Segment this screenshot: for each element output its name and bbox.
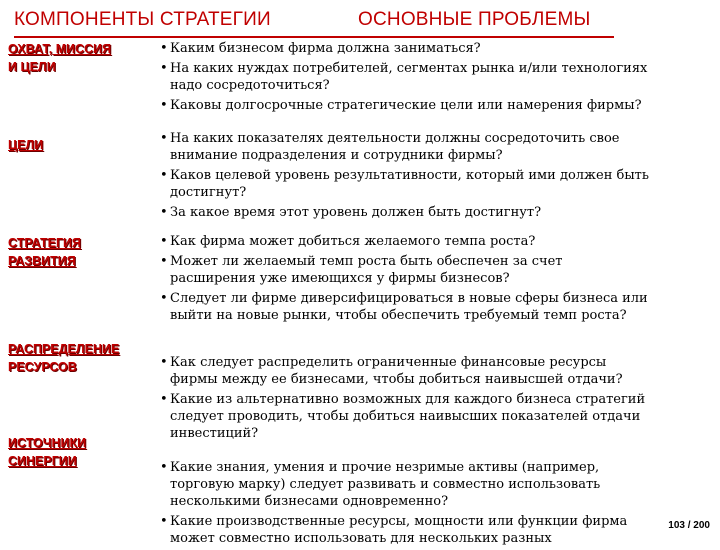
component-label: ЦЕЛИ <box>8 138 44 152</box>
question-item: • Следует ли фирме диверсифицироваться в новые сферы бизнеса или выйти на новые рынки, чтобы обеспечить требуемый темп роста? <box>160 290 650 324</box>
header-underline <box>14 36 614 38</box>
question-item: • Каковы долгосрочные стратегические цели или намерения фирмы? <box>160 97 650 114</box>
question-item: • Как фирма может добиться желаемого темпа роста? <box>160 233 650 250</box>
component-label: РАЗВИТИЯ <box>8 254 76 268</box>
page-number: 103 / 200 <box>668 520 710 531</box>
questions-synergy-sources <box>160 459 650 550</box>
component-growth-strategy <box>8 234 81 270</box>
question-item: • Как следует распределить ограниченные финансовые ресурсы фирмы между ее бизнесами, чтобы добиться наивысшей отдачи? <box>160 354 650 388</box>
component-label: СИНЕРГИИ <box>8 454 77 468</box>
component-resource-allocation <box>8 340 119 376</box>
question-item: • Каким бизнесом фирма должна заниматься? <box>160 40 650 57</box>
questions-scope-mission <box>160 40 650 117</box>
question-item: • На каких показателях деятельности должны сосредоточить свое внимание подразделения и сотрудники фирмы? <box>160 130 650 164</box>
questions-resource-allocation <box>160 354 650 445</box>
question-item: • Какие производственные ресурсы, мощности или функции фирма может совместно использовать для нескольких разных <box>160 513 650 547</box>
header-left-title: КОМПОНЕНТЫ СТРАТЕГИИ <box>14 9 271 30</box>
component-scope-mission <box>8 40 111 76</box>
component-label: ИСТОЧНИКИ <box>8 436 87 450</box>
question-item: • Каков целевой уровень результативности, который ими должен быть достигнут? <box>160 167 650 201</box>
component-label: ОХВАТ, МИССИЯ <box>8 42 112 56</box>
slide-header <box>0 6 720 32</box>
component-label: РЕСУРСОВ <box>8 360 77 374</box>
question-item: • За какое время этот уровень должен быть достигнут? <box>160 204 650 221</box>
component-label: СТРАТЕГИЯ <box>8 236 82 250</box>
component-label: И ЦЕЛИ <box>8 60 56 74</box>
component-goals <box>8 136 43 154</box>
questions-growth-strategy <box>160 233 650 327</box>
component-label: РАСПРЕДЕЛЕНИЕ <box>8 342 120 356</box>
question-item: • На каких нуждах потребителей, сегментах рынка и/или технологиях надо сосредоточиться? <box>160 60 650 94</box>
component-synergy-sources <box>8 434 86 470</box>
header-right-title: ОСНОВНЫЕ ПРОБЛЕМЫ <box>358 9 591 30</box>
question-item: • Какие знания, умения и прочие незримые активы (например, торговую марку) следует развивать и совместно использовать несколькими бизнесами одновременно? <box>160 459 650 510</box>
questions-goals <box>160 130 650 224</box>
question-item: • Какие из альтернативно возможных для каждого бизнеса стратегий следует проводить, чтобы добиться наивысших показателей отдачи инвестиций? <box>160 391 650 442</box>
question-item: • Может ли желаемый темп роста быть обеспечен за счет расширения уже имеющихся у фирмы бизнесов? <box>160 253 650 287</box>
